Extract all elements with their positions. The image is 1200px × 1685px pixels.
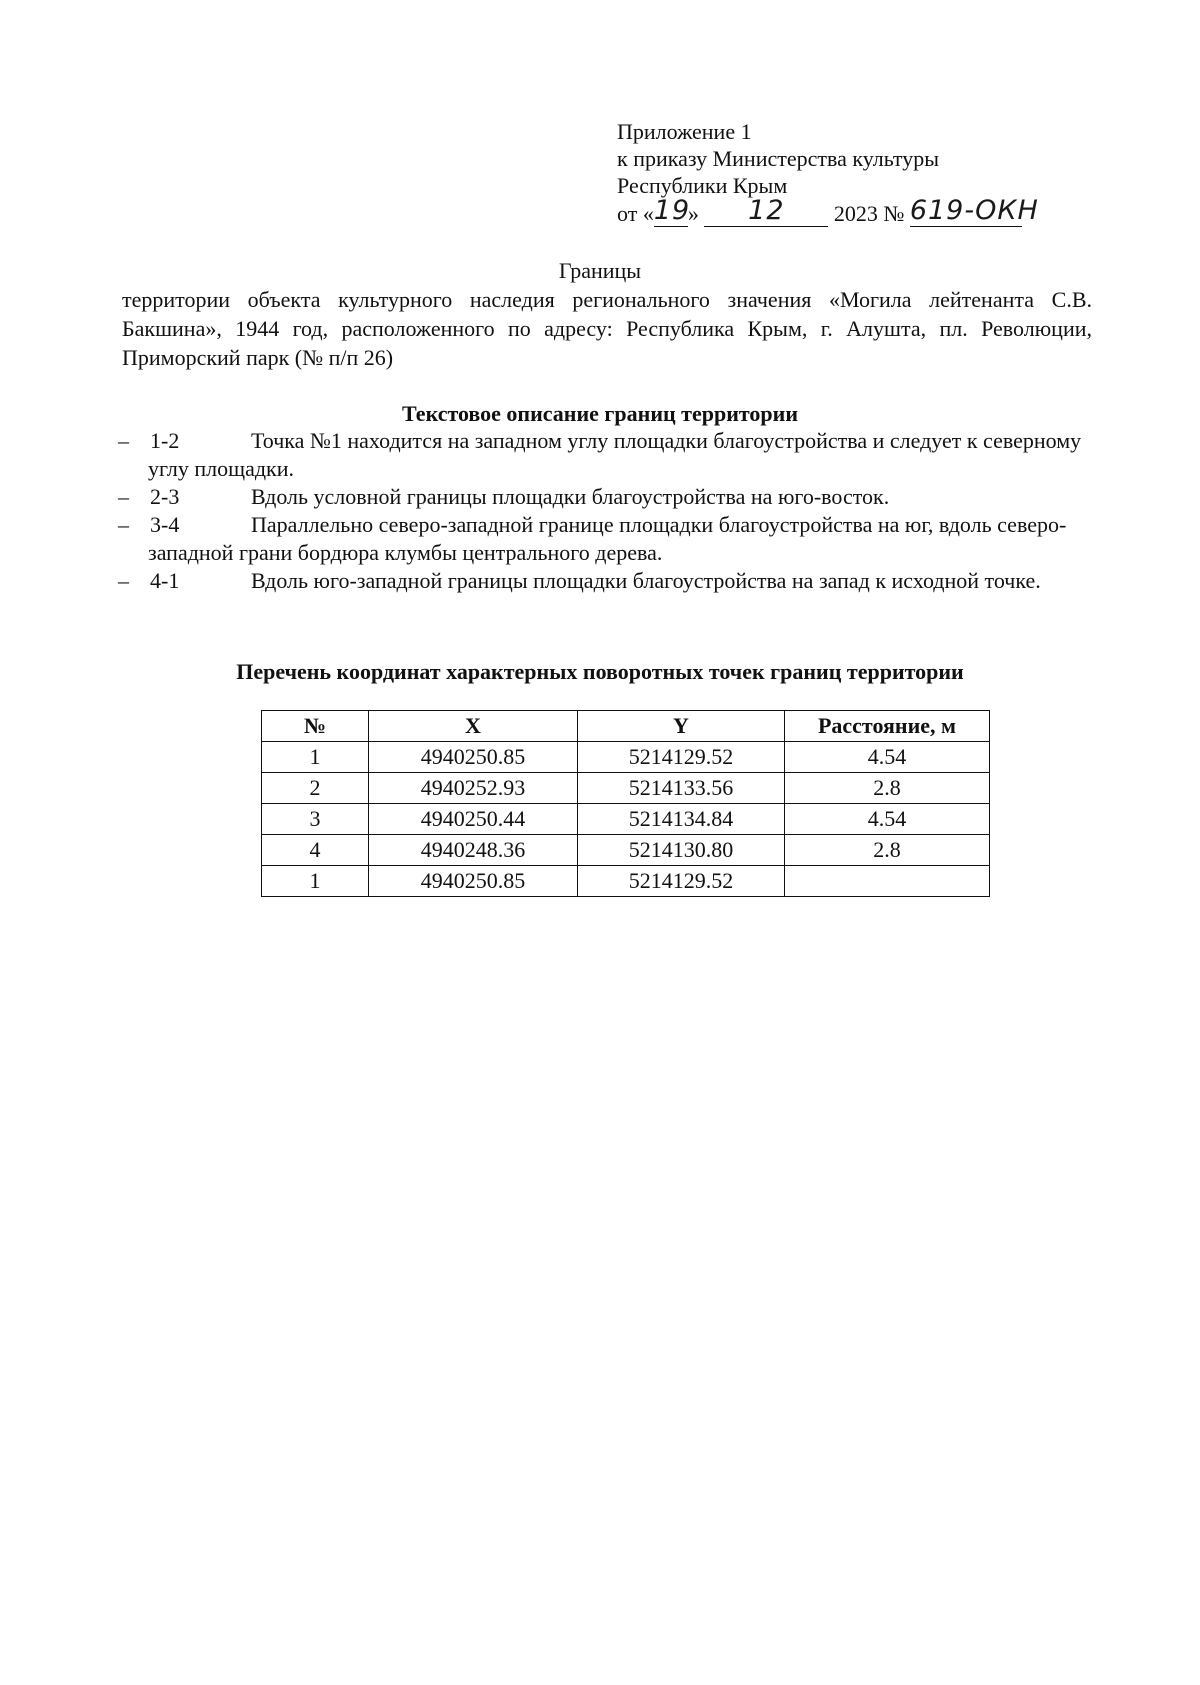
cell-number: 1 — [262, 742, 369, 773]
order-date-line — [617, 195, 1097, 233]
order-number: 619-ОКН — [909, 195, 1039, 226]
segment-text: Точка №1 находится на западном углу площадки благоустройства и следует к северному углу площадки. — [148, 428, 1082, 481]
table-row — [262, 742, 990, 773]
cell-distance: 4.54 — [785, 742, 990, 773]
cell-y: 5214130.80 — [578, 835, 785, 866]
list-item — [118, 567, 1098, 595]
header-x: X — [369, 711, 578, 742]
dash-bullet: – — [118, 512, 129, 537]
object-description: территории объекта культурного наследия регионального значения «Могила лейтенанта С.В. Бакшина», 1944 год, расположенного по адресу: Республика Крым, г. Алушта, пл. Революции, Приморский парк (№ п/п 26) — [122, 287, 1092, 370]
table-header-row — [262, 711, 990, 742]
cell-x: 4940252.93 — [369, 773, 578, 804]
cell-distance — [785, 866, 990, 897]
cell-number: 1 — [262, 866, 369, 897]
dash-bullet: – — [118, 428, 129, 453]
page-title: Границы — [558, 258, 642, 283]
table-row — [262, 835, 990, 866]
table-row — [262, 773, 990, 804]
cell-x: 4940250.44 — [369, 804, 578, 835]
list-item — [118, 427, 1098, 483]
date-prefix: от « — [617, 201, 654, 226]
description-heading: Текстовое описание границ территории — [401, 401, 799, 426]
cell-number: 2 — [262, 773, 369, 804]
header-y: Y — [578, 711, 785, 742]
segment-code: 4-1 — [150, 568, 180, 593]
approval-block — [617, 118, 1097, 233]
order-day: 19 — [653, 195, 691, 226]
dash-bullet: – — [118, 484, 129, 509]
cell-y: 5214134.84 — [578, 804, 785, 835]
segment-text: Вдоль юго-западной границы площадки благоустройства на запад к исходной точке. — [251, 568, 1041, 593]
order-year-label: 2023 № — [833, 201, 905, 226]
appendix-label: Приложение 1 — [617, 119, 752, 144]
list-item — [118, 511, 1098, 567]
dash-bullet: – — [118, 568, 129, 593]
header-number: № — [262, 711, 369, 742]
segment-text: Вдоль условной границы площадки благоустройства на юго-восток. — [251, 484, 890, 509]
table-row — [262, 804, 990, 835]
cell-number: 3 — [262, 804, 369, 835]
cell-distance: 2.8 — [785, 835, 990, 866]
cell-y: 5214129.52 — [578, 866, 785, 897]
list-item — [118, 483, 1098, 511]
coordinates-heading: Перечень координат характерных поворотных точек границ территории — [236, 659, 964, 684]
header-distance: Расстояние, м — [785, 711, 990, 742]
cell-distance: 2.8 — [785, 773, 990, 804]
cell-x: 4940250.85 — [369, 866, 578, 897]
cell-y: 5214129.52 — [578, 742, 785, 773]
order-reference: к приказу Министерства культуры — [617, 146, 940, 171]
boundary-description-list — [118, 427, 1098, 595]
cell-distance: 4.54 — [785, 804, 990, 835]
segment-code: 2-3 — [150, 484, 180, 509]
segment-text: Параллельно северо-западной границе площадки благоустройства на юг, вдоль северо-западной грани бордюра клумбы центрального дерева. — [148, 512, 1067, 565]
coordinates-table — [261, 710, 990, 897]
segment-code: 3-4 — [150, 512, 180, 537]
cell-number: 4 — [262, 835, 369, 866]
segment-code: 1-2 — [150, 428, 180, 453]
date-mid: » — [687, 201, 699, 226]
ministry-region: Республики Крым — [617, 173, 788, 198]
table-row — [262, 866, 990, 897]
cell-y: 5214133.56 — [578, 773, 785, 804]
cell-x: 4940250.85 — [369, 742, 578, 773]
cell-x: 4940248.36 — [369, 835, 578, 866]
order-month: 12 — [704, 199, 828, 227]
